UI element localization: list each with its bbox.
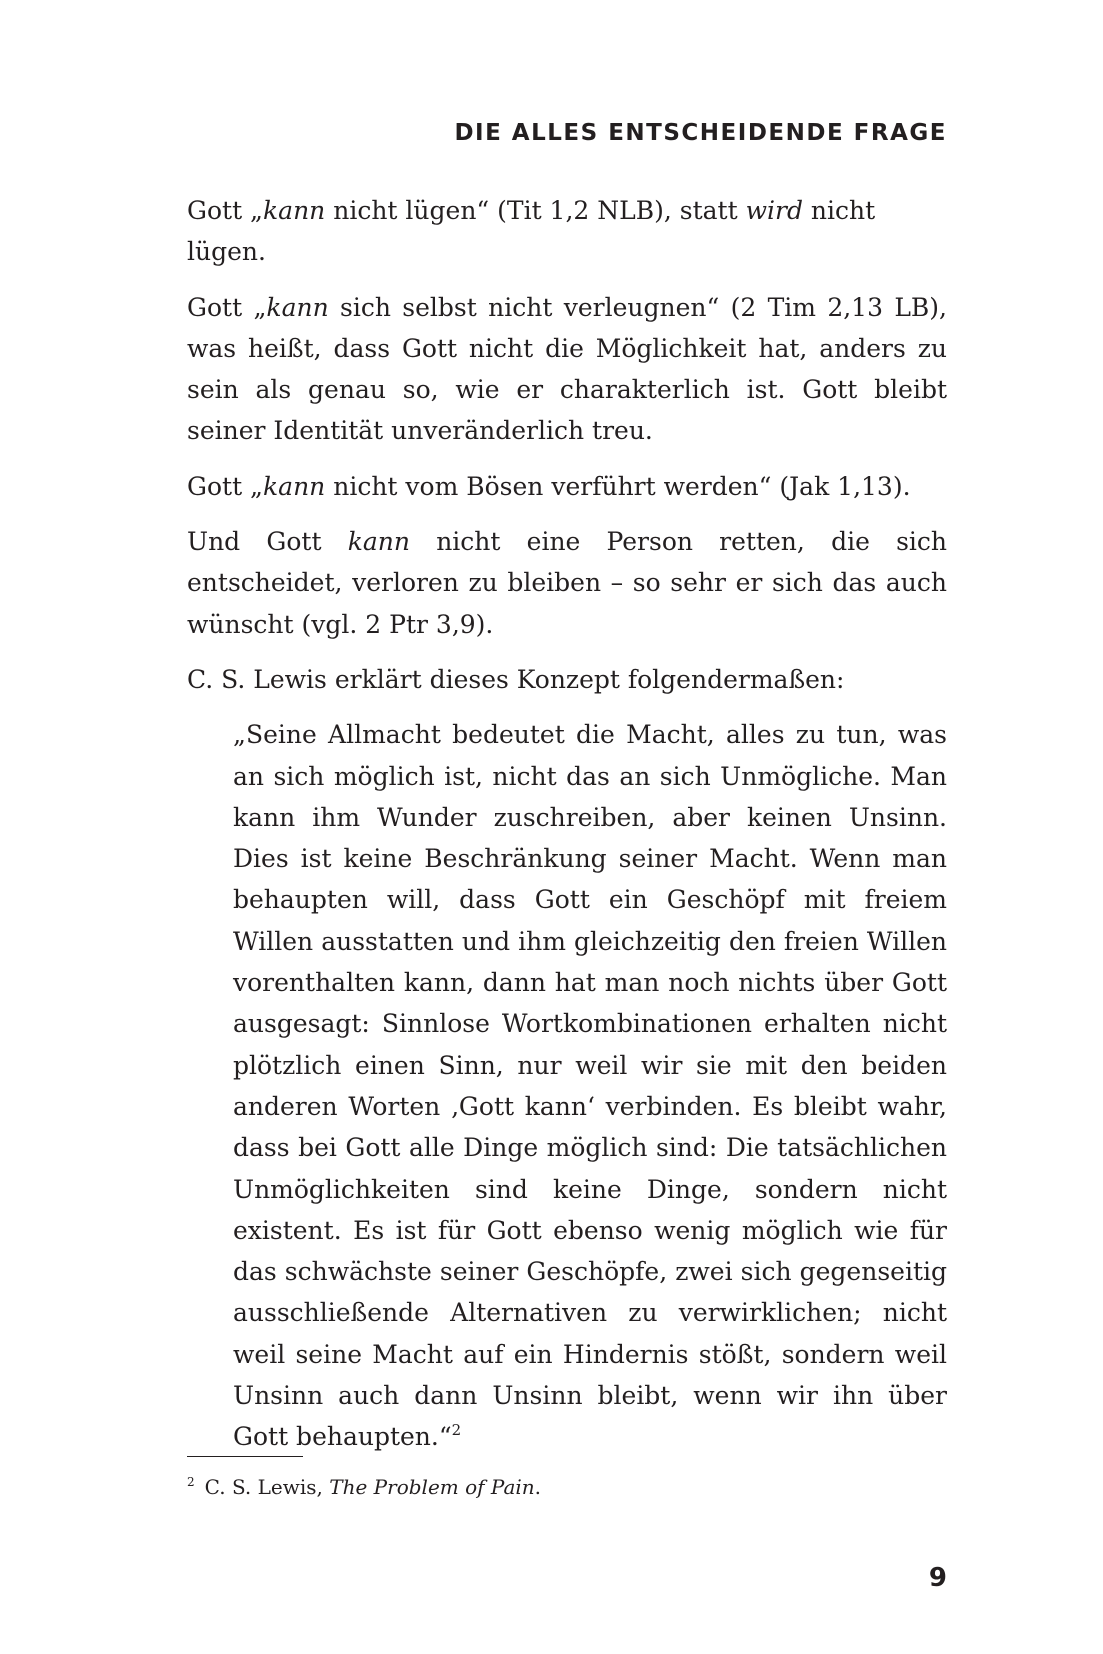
emphasis: wird [745,196,803,225]
footnote-end: . [534,1475,542,1499]
paragraph-5: C. S. Lewis erklärt dieses Konzept folgendermaßen: [187,664,845,694]
quote-text: „Seine Allmacht bedeutet die Macht, alles zu tun, was an sich möglich ist, nicht das an sich Unmögliche. Man kann ihm Wunder zuschreiben, aber keinen Unsinn. Dies ist keine Beschränkung seiner Macht. Wenn man behaupten will, dass Gott ein Geschöpf mit freiem Willen ausstatten und ihm gleichzeitig den freien Willen vorenthalten kann, dann hat man noch nichts über Gott ausgesagt: Sinnlose Wortkombinationen erhalten nicht plötzlich einen Sinn, nur weil wir sie mit den beiden anderen Worten ‚Gott kann‘ verbinden. Es bleibt wahr, dass bei Gott alle Dinge möglich sind: Die tatsächlichen Unmöglichkeiten sind keine Dinge, sondern nicht existent. Es ist für Gott ebenso wenig möglich wie für das schwächste seiner Geschöpfe, zwei sich gegenseitig ausschließende Alternativen zu verwirklichen; nicht weil seine Macht auf ein Hindernis stößt, sondern weil Unsinn auch dann Unsinn bleibt, wenn wir ihn über Gott behaupten.“ [233,720,947,1452]
text-run: nicht lügen. [187,196,876,267]
paragraph-1 [187,190,947,273]
text-run: nicht lügen“ (Tit 1,2 NLB), statt [325,196,746,225]
emphasis: kann [347,527,410,557]
text-run: Gott „ [187,471,264,501]
block-quote [233,714,947,1457]
footnote-author: C. S. Lewis, [204,1475,330,1499]
text-run: nicht vom Bösen verführt werden“ (Jak 1,13). [325,471,911,501]
page-number: 9 [928,1563,947,1593]
text-run: nicht eine Person retten, die sich entscheidet, verloren zu bleiben – so sehr er sich das auch wünscht (vgl. 2 Ptr 3,9). [187,527,947,639]
emphasis: kann [263,196,326,225]
paragraph-4 [187,521,947,645]
text-run: sich selbst nicht verleugnen“ (2 Tim 2,13 LB), was heißt, dass Gott nicht die Möglichkeit hat, anders zu sein als genau so, wie er charakterlich ist. Gott bleibt seiner Identität unveränderlich treu. [187,292,948,446]
paragraph-3 [187,466,947,507]
emphasis: kann [263,471,326,501]
text-run: Und Gott [187,527,348,557]
footnote-divider [187,1456,303,1457]
paragraph-2 [187,287,947,452]
text-run: Gott „ [187,292,267,322]
footnote [187,1468,947,1501]
emphasis: kann [266,292,329,322]
footnote-reference[interactable]: 2 [451,1421,462,1440]
running-head: DIE ALLES ENTSCHEIDENDE FRAGE [454,120,947,146]
body-text [187,190,947,1458]
footnote-number: 2 [187,1475,195,1489]
footnote-title: The Problem of Pain [329,1475,535,1499]
text-run: Gott „ [187,196,264,225]
